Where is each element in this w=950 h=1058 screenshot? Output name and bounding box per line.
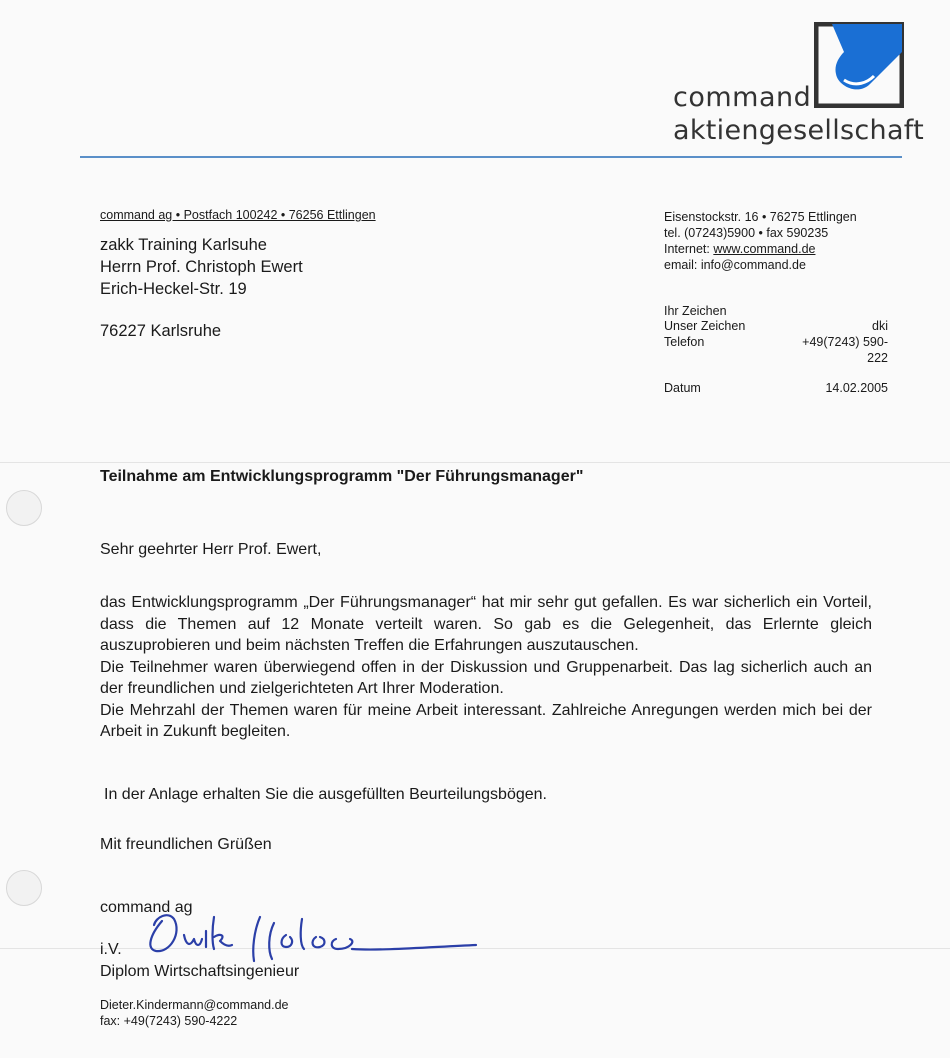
website-link[interactable]: www.command.de	[713, 242, 816, 256]
unser-zeichen-row	[664, 318, 888, 334]
company-street: Eisenstockstr. 16 • 76275 Ettlingen	[664, 210, 857, 224]
fold-line	[0, 462, 950, 463]
telefon-value-2: 222	[867, 351, 888, 365]
company-email: email: info@command.de	[664, 258, 806, 272]
company-internet	[664, 241, 815, 257]
telefon-row	[664, 334, 888, 365]
letter-subject: Teilnahme am Entwicklungsprogramm "Der Führungsmanager"	[100, 468, 584, 485]
punch-hole	[6, 490, 42, 526]
signer-company: command ag	[100, 899, 193, 916]
datum-value: 14.02.2005	[825, 381, 888, 395]
logo-wordmark-line1: command	[673, 82, 812, 113]
header-rule	[80, 156, 902, 158]
body-paragraph-1: das Entwicklungsprogramm „Der Führungsmanager“ hat mir sehr gut gefallen. Es war sicherlich ein Vorteil, dass die Themen auf 12 Monate verteilt waren. So gab es die Gelegenheit, das Erlernte gleich auszuprobieren und beim nächsten Treffen die Erfahrungen auszutauschen.	[100, 594, 872, 654]
recipient-city: 76227 Karlsruhe	[100, 322, 222, 340]
punch-hole	[6, 870, 42, 906]
body-paragraph-2: Die Teilnehmer waren überwiegend offen in der Diskussion und Gruppenarbeit. Das lag sicherlich auch an der freundlichen und zielgerichteten Art Ihrer Moderation.	[100, 658, 872, 697]
body-paragraph-3: Die Mehrzahl der Themen waren für meine Arbeit interessant. Zahlreiche Anregungen werden mich bei der Arbeit in Zukunft begleiten.	[100, 701, 872, 740]
company-phone-fax: tel. (07243)5900 • fax 590235	[664, 226, 829, 240]
logo-mark-icon	[814, 22, 904, 108]
contact-fax: fax: +49(7243) 590-4222	[100, 1014, 238, 1028]
telefon-value	[788, 334, 888, 366]
logo-wordmark-line2: aktiengesellschaft	[673, 115, 925, 146]
recipient-line-1: zakk Training Karlsuhe	[100, 236, 267, 254]
unser-zeichen-value: dki	[872, 319, 888, 333]
closing: Mit freundlichen Grüßen	[100, 836, 272, 853]
ihr-zeichen-label: Ihr Zeichen	[664, 304, 727, 318]
enclosure-note: In der Anlage erhalten Sie die ausgefüllten Beurteilungsbögen.	[104, 786, 547, 803]
datum-row	[664, 380, 888, 396]
ihr-zeichen-row	[664, 303, 888, 319]
unser-zeichen-label: Unser Zeichen	[664, 319, 746, 333]
sender-return-address: command ag • Postfach 100242 • 76256 Ettlingen	[100, 208, 376, 222]
telefon-label: Telefon	[664, 335, 705, 349]
signer-title: Diplom Wirtschaftsingenieur	[100, 963, 300, 980]
recipient-line-3: Erich-Heckel-Str. 19	[100, 280, 247, 298]
internet-label: Internet:	[664, 242, 714, 256]
salutation: Sehr geehrter Herr Prof. Ewert,	[100, 541, 322, 558]
letter-body	[100, 592, 872, 743]
telefon-value-1: +49(7243) 590-	[802, 335, 888, 349]
recipient-line-2: Herrn Prof. Christoph Ewert	[100, 258, 303, 276]
datum-label: Datum	[664, 381, 701, 395]
contact-email: Dieter.Kindermann@command.de	[100, 998, 289, 1012]
signer-iv: i.V.	[100, 941, 122, 958]
contact-block	[100, 997, 288, 1029]
